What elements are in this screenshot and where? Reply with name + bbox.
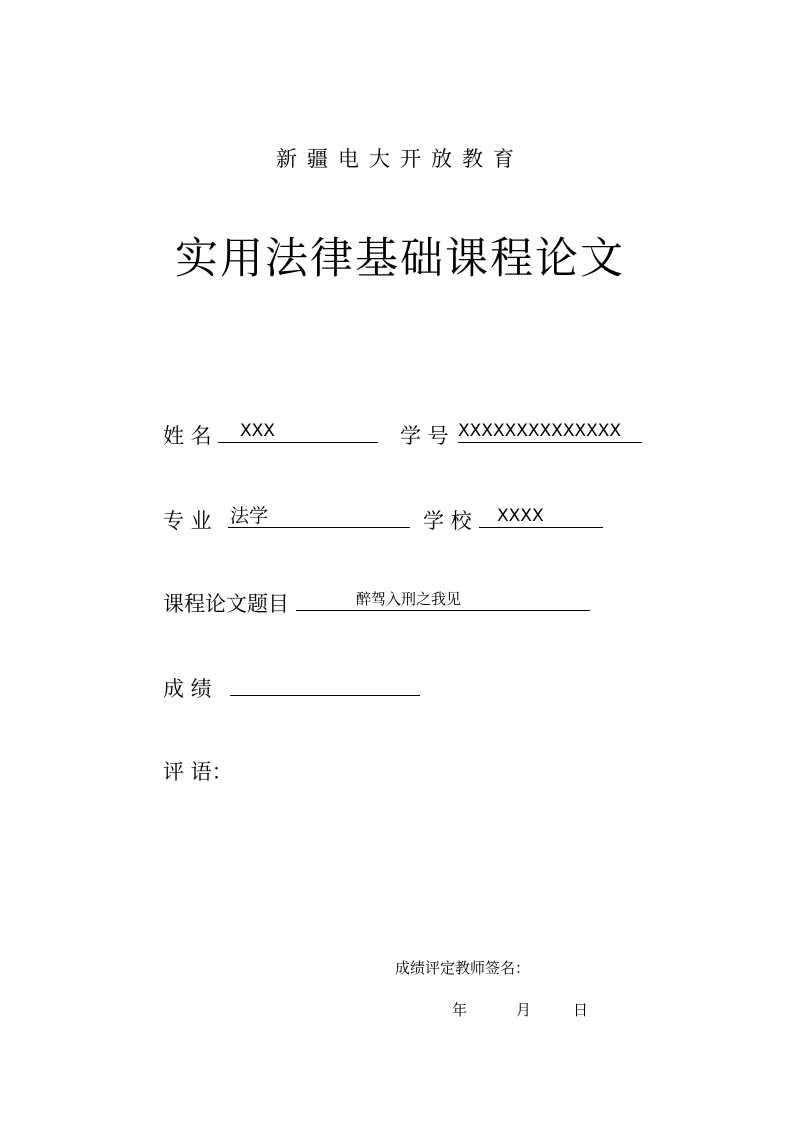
date-year-label: 年 bbox=[452, 1001, 468, 1019]
student-id-field[interactable] bbox=[458, 420, 642, 443]
school-label: 学 校 bbox=[423, 509, 472, 533]
student-id-value: XXXXXXXXXXXXXX bbox=[458, 421, 622, 441]
school-field[interactable] bbox=[479, 505, 603, 528]
score-field[interactable] bbox=[230, 673, 420, 696]
topic-value: 醉驾入刑之我见 bbox=[356, 590, 462, 608]
student-id-label: 学 号 bbox=[400, 424, 449, 448]
score-label: 成 绩 bbox=[163, 677, 212, 701]
school-value: XXXX bbox=[497, 506, 544, 526]
institution-header: 新疆电大开放教育 bbox=[276, 147, 524, 171]
name-field[interactable] bbox=[218, 420, 378, 443]
date-month-label: 月 bbox=[516, 1001, 532, 1019]
teacher-signature-label: 成绩评定教师签名： bbox=[395, 959, 531, 977]
comment-label: 评 语： bbox=[163, 760, 233, 784]
major-value: 法学 bbox=[230, 505, 269, 527]
name-value: XXX bbox=[240, 421, 275, 441]
major-field[interactable] bbox=[228, 505, 410, 528]
major-label: 专 业 bbox=[163, 509, 212, 533]
topic-label: 课程论文题目 bbox=[163, 592, 289, 616]
course-paper-title: 实用法律基础课程论文 bbox=[175, 234, 625, 284]
date-day-label: 日 bbox=[573, 1001, 589, 1019]
topic-field[interactable] bbox=[296, 588, 590, 611]
name-label: 姓 名 bbox=[163, 424, 212, 448]
